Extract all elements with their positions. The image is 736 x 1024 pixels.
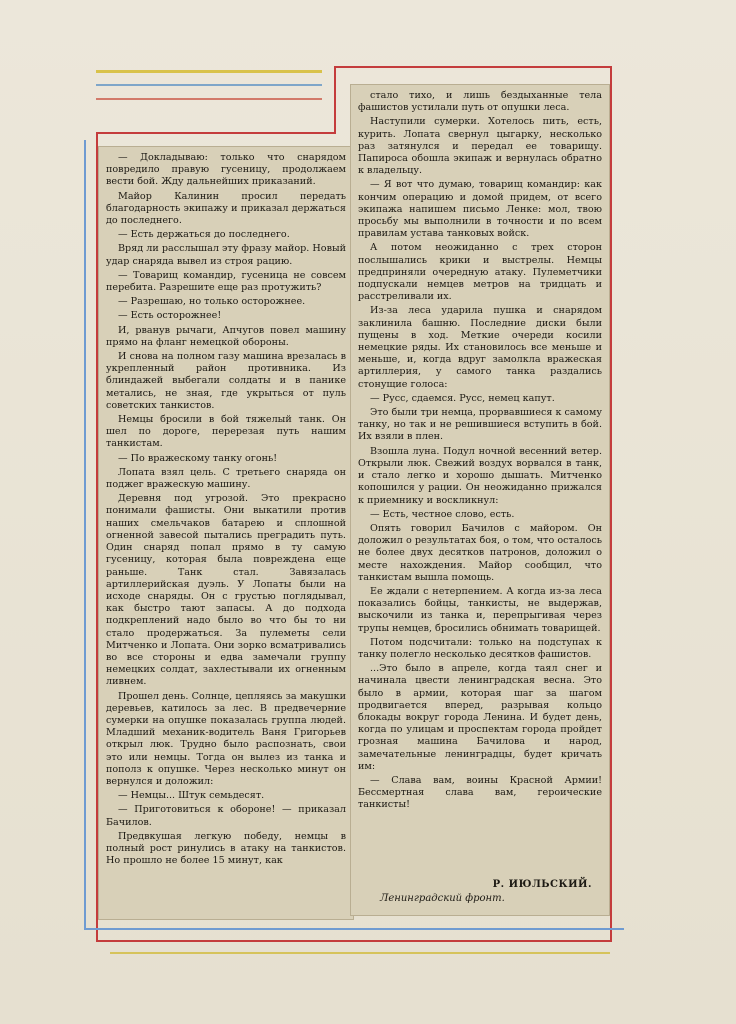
yellow-border-bottom (110, 952, 610, 954)
article-right-column (350, 84, 610, 820)
paragraph: — Слава вам, воины Красной Армии! Бессмертная слава вам, героические танкисты! (358, 774, 602, 811)
paragraph: Прошел день. Солнце, цепляясь за макушки деревьев, катилось за лес. В предвечерние сумерки на опушке показалась группа людей. Младший механик-водитель Ваня Григорьев открыл люк. Трудно было распознать, свои это или немцы. Тогда он вылез из танка и пополз к опушке. Через несколько минут он вернулся и доложил: (106, 690, 346, 787)
front-label: Ленинградский фронт. (380, 893, 505, 904)
red-border-top-right (334, 66, 612, 68)
newspaper-clipping-left (98, 146, 354, 920)
paragraph: И, рванув рычаги, Апчугов повел машину прямо на фланг немецкой обороны. (106, 324, 346, 348)
paragraph: — Товарищ командир, гусеница не совсем перебита. Разрешите еще раз протужить? (106, 269, 346, 294)
paragraph: — Я вот что думаю, товарищ командир: как кончим операцию и домой придем, от всего экипажа напишем письмо Ленке: мол, твою просьбу мы выполнили в точности и по всем правилам устава танковых войск. (358, 179, 602, 240)
paragraph: — Русс, сдаемся. Русс, немец капут. (370, 392, 555, 404)
paragraph: Из-за леса ударила пушка и снарядом заклинила башню. Последние диски были пущены в ход. Меткие очереди косили немецкие ряды. Их становилось все меньше и меньше, и, когда вдруг замолкла вражеская артиллерия, у самого танка раздались стонущие голоса: (358, 305, 602, 390)
yellow-line (96, 70, 322, 73)
red-border-right (610, 66, 612, 942)
paragraph: Предвкушая легкую победу, немцы в полный рост ринулись в атаку на танкистов. Но прошло не более 15 минут, как (106, 830, 346, 867)
paragraph: ...Это было в апреле, когда таял снег и начинала цвести ленинградская весна. Это было в армии, которая шаг за шагом продвигается вперед, разрывая кольцо блокады вокруг города Ленина. И будет день, когда по улицам и проспектам города пройдет грозная машина Бачилова и народ, замечательные ленинградцы, будет кричать им: (358, 663, 602, 772)
newspaper-clipping-right (350, 84, 610, 916)
paragraph: стало тихо, и лишь бездыханные тела фашистов устилали путь от опушки леса. (358, 90, 602, 114)
article-left-column (98, 146, 354, 875)
paragraph: — Есть осторожнее! (118, 310, 222, 322)
paragraph: И снова на полном газу машина врезалась в укрепленный район противника. Из блиндажей выбегали солдаты и в панике метались, не зная, где укрыться от пуль советских танкистов. (106, 351, 346, 411)
paragraph: — Приготовиться к обороне! — приказал Бачилов. (106, 804, 346, 828)
blue-border-bottom (84, 928, 624, 930)
paragraph: — Разрешаю, но только осторожнее. (118, 296, 306, 308)
red-border-top-left (96, 132, 336, 134)
paragraph: А потом неожиданно с трех сторон послышались крики и выстрелы. Немцы предприняли очередную атаку. Пулеметчики подпускали немцев метров на тридцать и расстреливали их. (358, 242, 602, 303)
paragraph: Опять говорил Бачилов с майором. Он доложил о результатах боя, о том, что осталось не более двух десятков патронов, доложил о месте нахождения. Майор сообщил, что танкистам вышла помощь. (358, 522, 602, 583)
author-signature: Р. ИЮЛЬСКИЙ. (492, 879, 592, 890)
blue-border-left (84, 140, 86, 930)
paragraph: — Есть держаться до последнего. (118, 229, 290, 241)
paragraph: — По вражескому танку огонь! (118, 452, 278, 464)
paragraph: Наступили сумерки. Хотелось пить, есть, курить. Лопата свернул цыгарку, несколько раз затянулся и передал ее товарищу. Папироса обошла экипаж и вернулась обратно к владельцу. (358, 116, 602, 177)
paragraph: Вряд ли расслышал эту фразу майор. Новый удар снаряда вывел из строя рацию. (106, 243, 346, 267)
paragraph: — Есть, честное слово, есть. (370, 508, 515, 520)
paragraph: Немцы бросили в бой тяжелый танк. Он шел по дороге, перерезая путь нашим танкистам. (106, 414, 346, 450)
paragraph: — Немцы... Штук семьдесят. (118, 790, 265, 802)
paragraph: Лопата взял цель. С третьего снаряда он поджег вражескую машину. (106, 466, 346, 491)
paragraph: Деревня под угрозой. Это прекрасно понимали фашисты. Они выкатили против наших смельчаков батарею и сплошной огненной завесой пытались преградить путь. Один снаряд попал прямо в ту самую гусеницу, которая была повреждена еще раньше. Танк стал. Завязалась артиллерийская дуэль. У Лопаты были на исходе снаряды. Он с грустью поглядывал, как быстро тают запасы. А до подхода подкреплений надо было во что бы то ни стало продержаться. За пулеметы сели Митченко и Лопата. Они зорко всматривались во все стороны и едва замечали группу немецких солдат, захлестывали их огненным ливнем. (106, 493, 346, 688)
red-line (96, 98, 322, 100)
paragraph: Взошла луна. Подул ночной весенний ветер. Открыли люк. Свежий воздух ворвался в танк, и стало легко и хорошо дышать. Митченко копошился у рации. Он неожиданно прижался к приемнику и воскликнул: (358, 445, 602, 506)
paragraph: Это были три немца, прорвавшиеся к самому танку, но так и не решившиеся вступить в бой. Их взяли в плен. (358, 407, 602, 443)
blue-line (96, 84, 322, 86)
red-border-step (334, 66, 336, 134)
paragraph: Потом подсчитали: только на подступах к танку полегло несколько десятков фашистов. (358, 636, 602, 660)
red-border-bottom (96, 940, 612, 942)
paragraph: Ее ждали с нетерпением. А когда из-за леса показались бойцы, танкисты, не выдержав, выскочили из танка и, перепрыгивая через трупы немцев, бросились обнимать товарищей. (358, 585, 602, 634)
paragraph: Майор Калинин просил передать благодарность экипажу и приказал держаться до последнего. (106, 190, 346, 227)
paragraph: — Докладываю: только что снарядом повредило правую гусеницу, продолжаем вести бой. Жду дальнейших приказаний. (106, 152, 346, 188)
